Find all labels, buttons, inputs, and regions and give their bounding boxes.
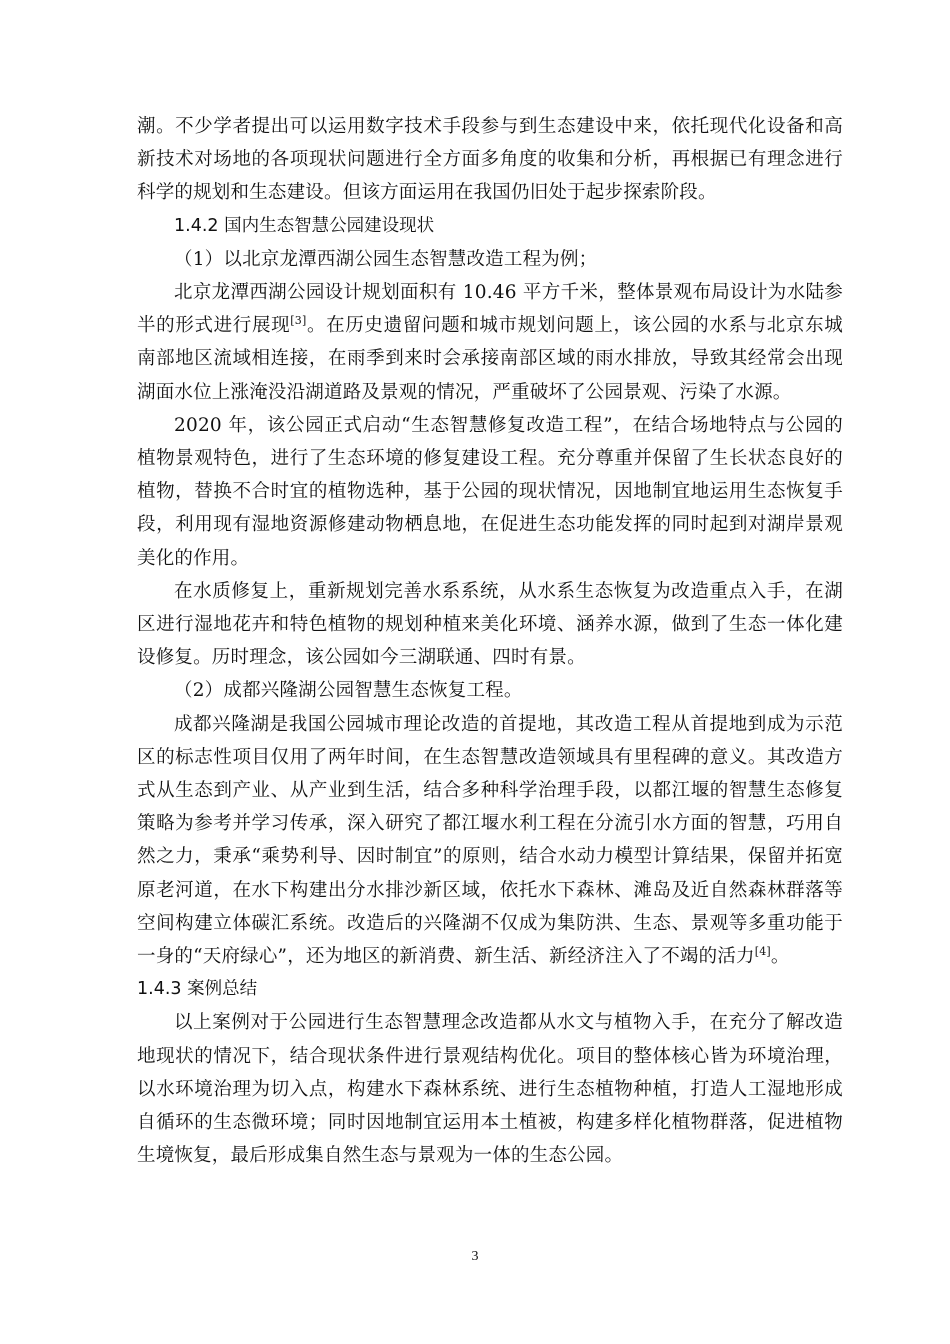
text-run: 北京龙潭西湖公园设计规划面积有 10.46 平方千米，整体景观布局设计为水陆参半的形式进行展现 [137, 282, 843, 337]
case-2-title: （2）成都兴隆湖公园智慧生态恢复工程。 [174, 680, 523, 702]
text-run: 成都兴隆湖是我国公园城市理论改造的首提地，其改造工程从首提地到成为示范区的标志性项目仅用了两年时间，在生态智慧改造领域具有里程碑的意义。其改造方式从生态到产业、从产业到生活，结合多种科学治理手段，以都江堰的智慧生态修复策略为参考并学习传承，深入研究了都江堰水利工程在分流引水方面的智慧，巧用自然之力，秉承“乘势利导、因时制宜”的原则，结合水动力模型计算结果，保留并拓宽原老河道，在水下构建出分水排沙新区域，依托水下森林、滩岛及近自然森林群落等空间构建立体碳汇系统。改造后的兴隆湖不仅成为集防洪、生态、景观等多重功能于一身的“天府绿心”，还为地区的新消费、新生活、新经济注入了不竭的活力 [137, 713, 843, 968]
paragraph-longtan-overview [137, 276, 843, 409]
page-number: 3 [471, 1249, 479, 1264]
section-heading-1-4-3: 1.4.3 案例总结 [137, 979, 258, 1000]
citation-ref-4: [4] [754, 945, 771, 959]
citation-ref-3: [3] [290, 314, 307, 328]
paragraph-intro-continued: 潮。不少学者提出可以运用数字技术手段参与到生态建设中来，依托现代化设备和高新技术对场地的各项现状问题进行全方面多角度的收集和分析，再根据已有理念进行科学的规划和生态建设。但该方面运用在我国仍旧处于起步探索阶段。 [137, 116, 843, 204]
paragraph-longtan-water: 在水质修复上，重新规划完善水系系统，从水系生态恢复为改造重点入手，在湖区进行湿地花卉和特色植物的规划种植来美化环境、涵养水源，做到了生态一体化建设修复。历时理念，该公园如今三湖联通、四时有景。 [137, 580, 843, 669]
paragraph-case-summary: 以上案例对于公园进行生态智慧理念改造都从水文与植物入手，在充分了解改造地现状的情况下，结合现状条件进行景观结构优化。项目的整体核心皆为环境治理，以水环境治理为切入点，构建水下森林系统、进行生态植物种植，打造人工湿地形成自循环的生态微环境；同时因地制宜运用本土植被，构建多样化植物群落，促进植物生境恢复，最后形成集自然生态与景观为一体的生态公园。 [137, 1012, 843, 1167]
text-run: 。在历史遗留问题和城市规划问题上，该公园的水系与北京东城南部地区流域相连接，在雨季到来时会承接南部区域的雨水排放，导致其经常会出现湖面水位上涨淹没沿湖道路及景观的情况，严重破坏了公园景观、污染了水源。 [137, 315, 843, 403]
page-body [137, 110, 843, 1173]
case-1-title: （1）以北京龙潭西湖公园生态智慧改造工程为例； [174, 248, 598, 270]
section-heading-1-4-2: 1.4.2 国内生态智慧公园建设现状 [174, 215, 435, 236]
text-run: 。 [770, 946, 790, 968]
paragraph-xinglong-lake [137, 708, 843, 974]
paragraph-longtan-2020: 2020 年，该公园正式启动“生态智慧修复改造工程”，在结合场地特点与公园的植物景观特色，进行了生态环境的修复建设工程。充分尊重并保留了生长状态良好的植物，替换不合时宜的植物选种，基于公园的现状情况，因地制宜地运用生态恢复手段，利用现有湿地资源修建动物栖息地，在促进生态功能发挥的同时起到对湖岸景观美化的作用。 [137, 414, 843, 569]
